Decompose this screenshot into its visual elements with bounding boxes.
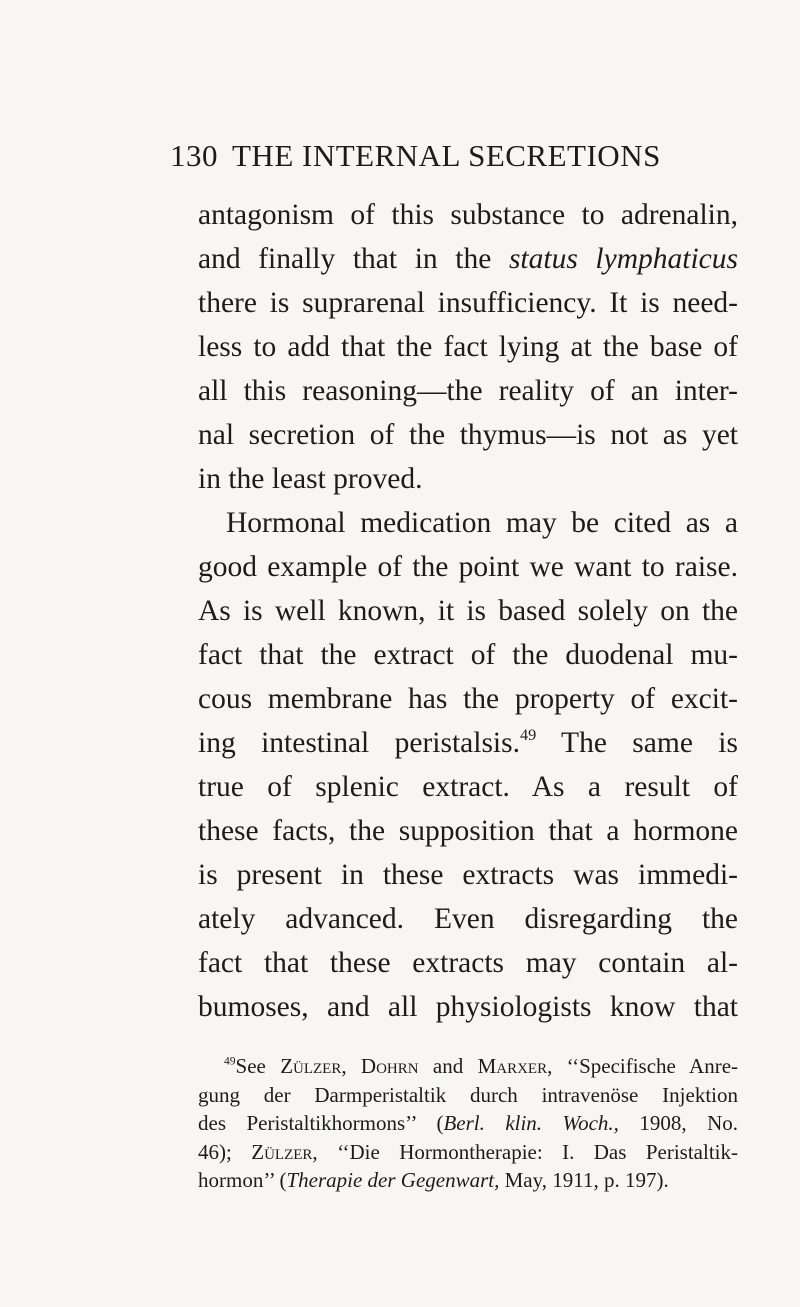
- page-header: [170, 138, 730, 174]
- text-line: is present in these extracts was immedi-: [198, 859, 738, 891]
- footnote-marker: 49: [224, 1055, 236, 1068]
- text-line: in the least proved.: [198, 463, 423, 495]
- footnote-line: [198, 1052, 738, 1081]
- text-span: May, 1911, p. 197).: [499, 1168, 669, 1192]
- footnote-line: gung der Darmperistaltik durch intravenöse Injektion: [198, 1082, 738, 1107]
- text-line: there is suprarenal insufficiency. It is need-: [198, 287, 738, 319]
- text-span: ,: [341, 1054, 361, 1078]
- text-line: nal secretion of the thymus—is not as yet: [198, 419, 738, 451]
- italic-term: status lymphaticus: [508, 243, 738, 275]
- text-line: true of splenic extract. As a result of: [198, 771, 738, 803]
- body-text: [198, 193, 738, 1029]
- text-line: these facts, the supposition that a hormone: [198, 815, 738, 847]
- text-span: and finally that in the: [198, 243, 509, 275]
- text-line: [198, 721, 738, 765]
- text-span: , ‘‘Die Hormontherapie: I. Das Peristaltik-: [312, 1139, 738, 1164]
- text-line: fact that these extracts may contain al-: [198, 947, 738, 979]
- text-line: cous membrane has the property of excit-: [198, 683, 738, 715]
- footnote-line: [198, 1166, 738, 1195]
- author-name: Zülzer: [280, 1054, 342, 1078]
- journal-title: Berl. klin. Woch.,: [443, 1111, 619, 1135]
- text-line: Hormonal medication may be cited as a: [226, 507, 738, 539]
- text-span: ing intestinal peristalsis.: [198, 727, 520, 759]
- text-line: good example of the point we want to raise.: [198, 551, 738, 583]
- author-name: Dohrn: [360, 1054, 419, 1078]
- text-span: hormon’’ (: [198, 1168, 287, 1192]
- text-span: See: [235, 1054, 281, 1078]
- author-name: Marxer: [477, 1054, 548, 1078]
- text-line: less to add that the fact lying at the base of: [198, 331, 738, 363]
- text-span: 1908, No.: [618, 1111, 739, 1135]
- footnote-line: [198, 1109, 738, 1138]
- text-line: bumoses, and all physiologists know that: [198, 991, 738, 1023]
- text-line: all this reasoning—the reality of an inter-: [198, 375, 738, 407]
- text-line: fact that the extract of the duodenal mu-: [198, 639, 738, 671]
- text-span: and: [418, 1054, 478, 1078]
- journal-title: Therapie der Gegenwart,: [286, 1168, 500, 1192]
- footnote-reference[interactable]: 49: [519, 725, 537, 744]
- running-title: THE INTERNAL SECRETIONS: [232, 138, 661, 173]
- author-name: Zülzer: [251, 1139, 313, 1164]
- text-line: antagonism of this substance to adrenalin,: [198, 199, 738, 231]
- text-line: As is well known, it is based solely on the: [198, 595, 738, 627]
- footnote: [198, 1052, 738, 1195]
- text-span: des Peristaltikhormons’’ (: [198, 1111, 444, 1135]
- page-number: 130: [170, 138, 218, 173]
- text-span: The same is: [536, 727, 738, 759]
- footnote-line: [198, 1138, 738, 1167]
- text-span: 46);: [198, 1139, 252, 1164]
- text-span: , ‘‘Specifische Anre-: [547, 1054, 739, 1078]
- text-line: ately advanced. Even disregarding the: [198, 903, 738, 935]
- text-line: [198, 237, 738, 281]
